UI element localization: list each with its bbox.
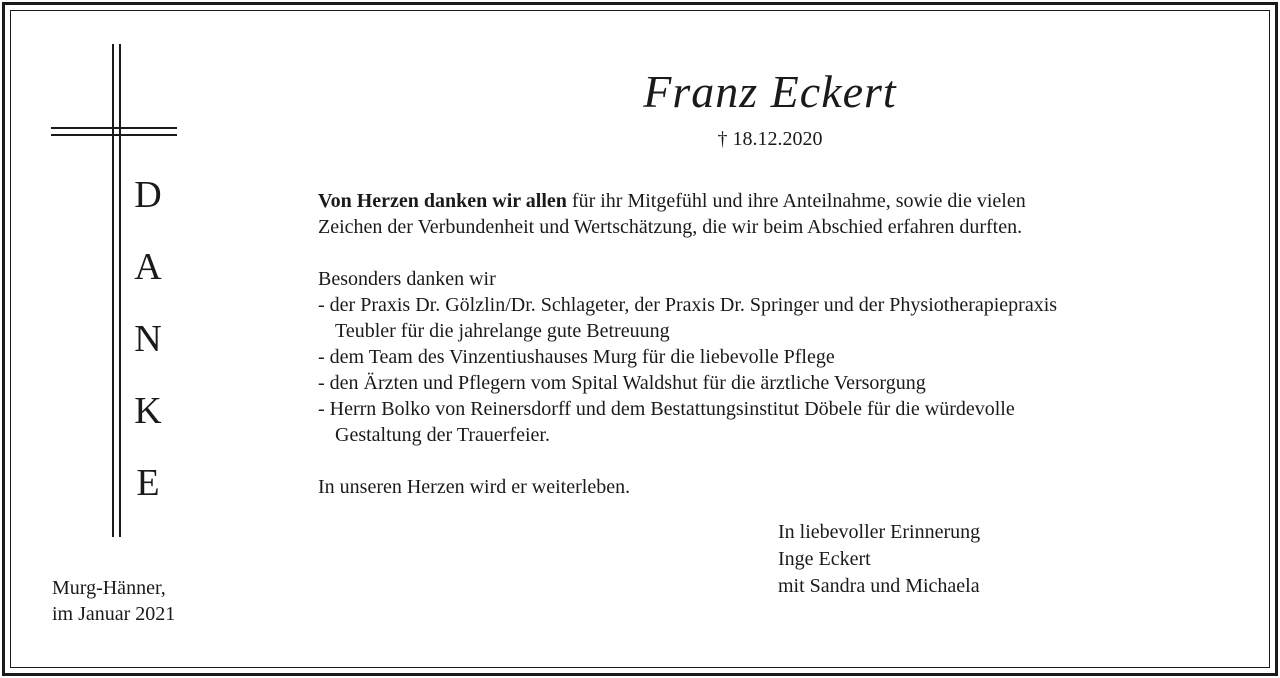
danke-letter: K	[134, 390, 162, 432]
place-line: Murg-Hänner,	[52, 577, 166, 599]
cross-horizontal-line	[51, 127, 177, 129]
death-date: † 18.12.2020	[717, 128, 823, 150]
danke-letter: D	[134, 174, 162, 216]
closing-line: In unseren Herzen wird er weiterleben.	[318, 476, 631, 498]
thanks-item: - den Ärzten und Pflegern vom Spital Waldshut für die ärztliche Versorgung	[318, 372, 926, 394]
place-date	[52, 575, 175, 627]
signature-line: In liebevoller Erinnerung	[778, 521, 981, 543]
signature-line: mit Sandra und Michaela	[778, 575, 980, 597]
signature	[778, 519, 980, 600]
cross-vertical-line	[112, 44, 114, 537]
danke-vertical-text	[128, 170, 168, 530]
intro-line-1	[318, 188, 1258, 214]
thanks-item: - dem Team des Vinzentiushauses Murg für die liebevolle Pflege	[318, 346, 835, 368]
cross-horizontal-line	[51, 134, 177, 136]
thank-you-text	[318, 188, 1258, 500]
danke-letter: N	[134, 318, 162, 360]
date-line: im Januar 2021	[52, 603, 176, 625]
thanks-item: - der Praxis Dr. Gölzlin/Dr. Schlageter, der Praxis Dr. Springer und der Physiotherapiepraxis Teubler für die jahrelange gute Betreuung	[318, 294, 1058, 342]
cross-vertical-line	[119, 44, 121, 537]
danke-letter: A	[134, 246, 162, 288]
intro-bold: Von Herzen danken wir allen	[318, 190, 567, 212]
danke-letter: E	[136, 462, 160, 504]
thanks-heading: Besonders danken wir	[318, 268, 496, 290]
deceased-name: Franz Eckert	[643, 66, 897, 117]
intro-rest: für ihr Mitgefühl und ihre Anteilnahme, sowie die vielen	[566, 190, 1026, 212]
signature-line: Inge Eckert	[778, 548, 871, 570]
intro-line-2: Zeichen der Verbundenheit und Wertschätzung, die wir beim Abschied erfahren durften.	[318, 216, 1023, 238]
thanks-item: - Herrn Bolko von Reinersdorff und dem Bestattungsinstitut Döbele für die würdevolle Gestaltung der Trauerfeier.	[318, 398, 1015, 446]
